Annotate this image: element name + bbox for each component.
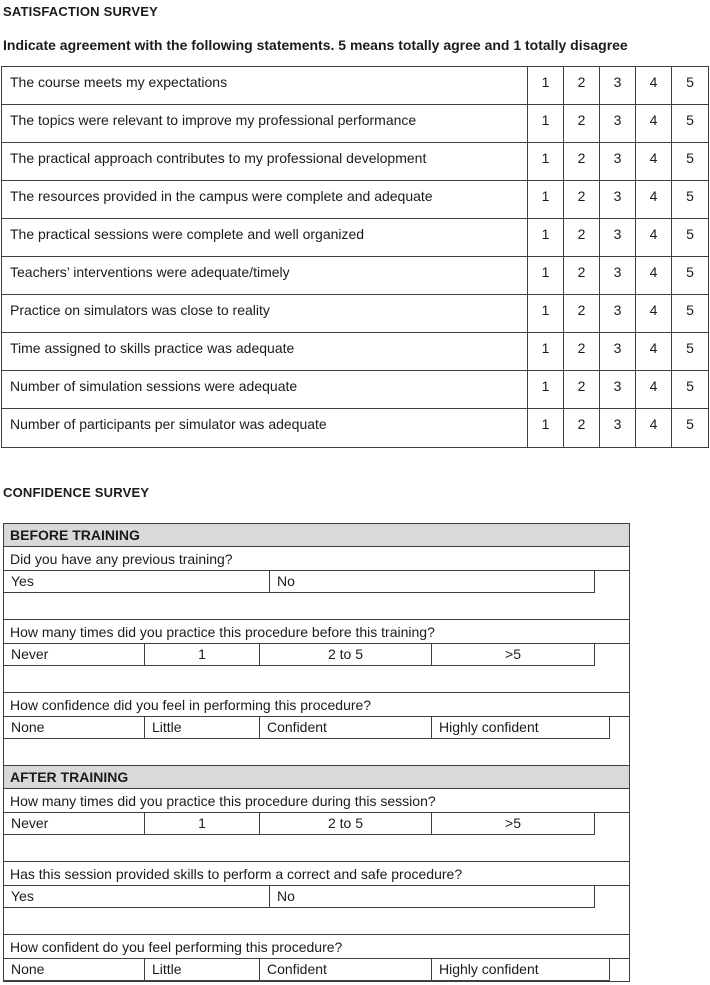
rating-cell-4[interactable]: 4 [636, 219, 672, 256]
row-filler [595, 813, 629, 835]
table-row [2, 181, 708, 219]
question-confidence-after: How confident do you feel performing this procedure? [4, 935, 629, 959]
rating-cell-5[interactable]: 5 [686, 188, 694, 204]
statement-cell: The topics were relevant to improve my professional performance [2, 105, 528, 142]
blank-answer-row [4, 739, 629, 766]
question-confidence-before: How confidence did you feel in performing this procedure? [4, 693, 629, 717]
statement-cell: The practical approach contributes to my professional development [2, 143, 528, 180]
statement-cell: Number of simulation sessions were adequate [2, 371, 528, 408]
table-row [2, 333, 708, 371]
rating-cell-3[interactable]: 3 [600, 219, 636, 256]
confidence-survey-title: CONFIDENCE SURVEY [3, 485, 150, 500]
option-little[interactable]: Little [145, 717, 260, 739]
blank-answer-row [4, 593, 629, 620]
option-never[interactable]: Never [4, 644, 145, 666]
rating-cell-5[interactable]: 5 [686, 150, 694, 166]
satisfaction-table [1, 66, 709, 448]
rating-cell-4[interactable]: 4 [636, 409, 672, 447]
rating-cell-2[interactable]: 2 [564, 257, 600, 294]
section-header-after-training: AFTER TRAINING [4, 766, 629, 789]
rating-cell-1[interactable]: 1 [528, 371, 564, 408]
question-skills-provided: Has this session provided skills to perform a correct and safe procedure? [4, 862, 629, 886]
rating-cell-2[interactable]: 2 [564, 409, 600, 447]
statement-cell: Time assigned to skills practice was adequate [2, 333, 528, 370]
rating-cell-5[interactable]: 5 [686, 416, 694, 432]
option-yes[interactable]: Yes [4, 571, 270, 593]
survey-document-page [0, 4, 710, 985]
answer-options-row [4, 571, 629, 593]
question-previous-training: Did you have any previous training? [4, 547, 629, 571]
rating-cell-2[interactable]: 2 [564, 371, 600, 408]
blank-answer-row [4, 666, 629, 693]
row-filler [610, 959, 629, 981]
rating-cell-5[interactable]: 5 [686, 226, 694, 242]
rating-cell-1[interactable]: 1 [528, 295, 564, 332]
option-highly-confident[interactable]: Highly confident [432, 717, 610, 739]
statement-cell: The resources provided in the campus were complete and adequate [2, 181, 528, 218]
option-one[interactable]: 1 [145, 644, 260, 666]
rating-cell-2[interactable]: 2 [564, 219, 600, 256]
row-filler [595, 571, 629, 593]
rating-cell-1[interactable]: 1 [528, 67, 564, 104]
rating-cell-1[interactable]: 1 [528, 333, 564, 370]
statement-cell: The course meets my expectations [2, 67, 528, 104]
statement-cell: Practice on simulators was close to reality [2, 295, 528, 332]
rating-cell-3[interactable]: 3 [600, 143, 636, 180]
rating-cell-3[interactable]: 3 [600, 333, 636, 370]
rating-cell-3[interactable]: 3 [600, 67, 636, 104]
section-header-before-training: BEFORE TRAINING [4, 524, 629, 547]
rating-cell-3[interactable]: 3 [600, 105, 636, 142]
option-never[interactable]: Never [4, 813, 145, 835]
confidence-table [3, 523, 630, 982]
answer-options-row [4, 959, 629, 981]
rating-cell-4[interactable]: 4 [636, 371, 672, 408]
rating-cell-1[interactable]: 1 [528, 181, 564, 218]
row-filler [610, 717, 629, 739]
rating-cell-2[interactable]: 2 [564, 295, 600, 332]
option-yes[interactable]: Yes [4, 886, 270, 908]
table-row [2, 67, 708, 105]
rating-cell-4[interactable]: 4 [636, 333, 672, 370]
option-2-to-5[interactable]: 2 to 5 [260, 644, 432, 666]
satisfaction-survey-title: SATISFACTION SURVEY [3, 4, 159, 19]
answer-options-row [4, 813, 629, 835]
blank-answer-row [4, 908, 629, 935]
row-filler [595, 644, 629, 666]
table-row [2, 371, 708, 409]
rating-cell-4[interactable]: 4 [636, 67, 672, 104]
option-no[interactable]: No [270, 886, 595, 908]
option-highly-confident[interactable]: Highly confident [432, 959, 610, 981]
rating-cell-5[interactable]: 5 [686, 302, 694, 318]
option-one[interactable]: 1 [145, 813, 260, 835]
table-row [2, 409, 708, 447]
blank-answer-row [4, 835, 629, 862]
statement-cell: Number of participants per simulator was adequate [2, 409, 528, 447]
rating-cell-4[interactable]: 4 [636, 295, 672, 332]
option-none[interactable]: None [4, 959, 145, 981]
rating-cell-2[interactable]: 2 [564, 105, 600, 142]
question-practice-during: How many times did you practice this procedure during this session? [4, 789, 629, 813]
rating-cell-5[interactable]: 5 [686, 112, 694, 128]
rating-cell-1[interactable]: 1 [528, 105, 564, 142]
rating-cell-3[interactable]: 3 [600, 409, 636, 447]
rating-cell-2[interactable]: 2 [564, 181, 600, 218]
statement-cell: The practical sessions were complete and well organized [2, 219, 528, 256]
rating-cell-2[interactable]: 2 [564, 67, 600, 104]
rating-cell-4[interactable]: 4 [636, 105, 672, 142]
option-confident[interactable]: Confident [260, 959, 432, 981]
rating-cell-4[interactable]: 4 [636, 257, 672, 294]
table-row [2, 143, 708, 181]
table-row [2, 219, 708, 257]
rating-cell-3[interactable]: 3 [600, 295, 636, 332]
option-no[interactable]: No [270, 571, 595, 593]
rating-cell-1[interactable]: 1 [528, 143, 564, 180]
satisfaction-instruction: Indicate agreement with the following statements. 5 means totally agree and 1 totally disagree [3, 37, 628, 53]
rating-cell-1[interactable]: 1 [528, 257, 564, 294]
option-more-than-5[interactable]: >5 [432, 644, 595, 666]
row-filler [595, 886, 629, 908]
question-practice-before: How many times did you practice this procedure before this training? [4, 620, 629, 644]
option-2-to-5[interactable]: 2 to 5 [260, 813, 432, 835]
rating-cell-3[interactable]: 3 [600, 181, 636, 218]
answer-options-row [4, 644, 629, 666]
rating-cell-2[interactable]: 2 [564, 143, 600, 180]
statement-cell: Teachers’ interventions were adequate/timely [2, 257, 528, 294]
option-little[interactable]: Little [145, 959, 260, 981]
rating-cell-4[interactable]: 4 [636, 143, 672, 180]
rating-cell-5[interactable]: 5 [686, 74, 694, 90]
rating-cell-2[interactable]: 2 [564, 333, 600, 370]
rating-cell-3[interactable]: 3 [600, 371, 636, 408]
rating-cell-3[interactable]: 3 [600, 257, 636, 294]
table-row [2, 105, 708, 143]
option-more-than-5[interactable]: >5 [432, 813, 595, 835]
rating-cell-5[interactable]: 5 [686, 340, 694, 356]
rating-cell-1[interactable]: 1 [528, 219, 564, 256]
rating-cell-5[interactable]: 5 [686, 264, 694, 280]
option-none[interactable]: None [4, 717, 145, 739]
rating-cell-5[interactable]: 5 [686, 378, 694, 394]
table-row [2, 257, 708, 295]
rating-cell-1[interactable]: 1 [528, 409, 564, 447]
table-row [2, 295, 708, 333]
answer-options-row [4, 717, 629, 739]
option-confident[interactable]: Confident [260, 717, 432, 739]
answer-options-row [4, 886, 629, 908]
rating-cell-4[interactable]: 4 [636, 181, 672, 218]
